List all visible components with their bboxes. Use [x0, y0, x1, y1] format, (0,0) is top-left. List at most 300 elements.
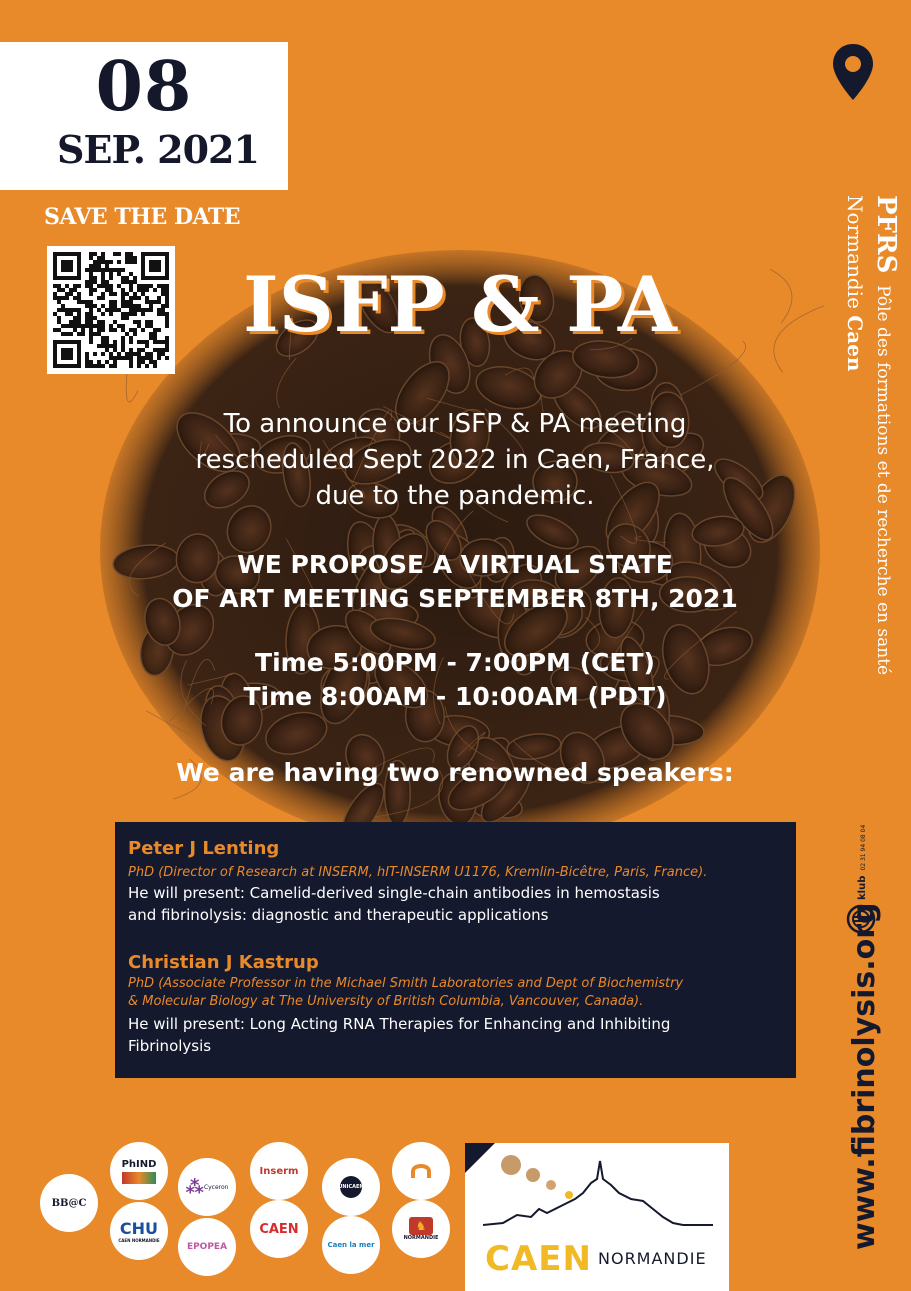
qr-module [89, 328, 93, 332]
qr-module [153, 360, 157, 364]
qr-module [145, 340, 149, 344]
caen-la-mer-label: Caen la mer [327, 1241, 375, 1249]
chu-logo [110, 1202, 168, 1260]
qr-module [137, 348, 141, 352]
qr-module [149, 308, 153, 312]
qr-module [97, 264, 101, 268]
qr-module [101, 276, 105, 280]
qr-module [57, 284, 61, 288]
qr-module [157, 296, 161, 300]
qr-module [157, 340, 161, 344]
qr-module [113, 356, 117, 360]
qr-module [109, 284, 113, 288]
qr-module [57, 300, 61, 304]
qr-module [97, 364, 101, 368]
event-title: ISFP & PA [243, 260, 677, 349]
qr-module [81, 324, 85, 328]
qr-module [77, 284, 81, 288]
qr-module [77, 332, 81, 336]
qr-module [165, 324, 169, 328]
qr-module [85, 324, 89, 328]
qr-module [141, 284, 145, 288]
qr-module [101, 340, 105, 344]
qr-module [89, 272, 93, 276]
qr-module [125, 260, 129, 264]
qr-module [57, 288, 61, 292]
qr-module [89, 324, 93, 328]
qr-module [89, 304, 93, 308]
qr-module [105, 280, 109, 284]
qr-module [93, 316, 97, 320]
qr-module [61, 288, 65, 292]
qr-module [85, 268, 89, 272]
qr-module [89, 252, 93, 256]
qr-module [101, 304, 105, 308]
qr-module [85, 300, 89, 304]
qr-module [113, 300, 117, 304]
qr-module [125, 356, 129, 360]
qr-module [133, 280, 137, 284]
qr-module [161, 304, 165, 308]
qr-module [129, 272, 133, 276]
qr-module [133, 292, 137, 296]
qr-module [85, 284, 89, 288]
qr-module [129, 328, 133, 332]
qr-module [85, 364, 89, 368]
qr-module [145, 344, 149, 348]
qr-module [145, 300, 149, 304]
qr-module [113, 268, 117, 272]
qr-module [61, 324, 65, 328]
qr-module [145, 356, 149, 360]
qr-module [133, 312, 137, 316]
qr-module [77, 320, 81, 324]
qr-module [145, 364, 149, 368]
qr-module [73, 324, 77, 328]
qr-module [125, 276, 129, 280]
qr-module [165, 300, 169, 304]
qr-module [161, 348, 165, 352]
qr-module [121, 276, 125, 280]
bbac-logo [40, 1174, 98, 1232]
qr-module [129, 356, 133, 360]
qr-module [117, 352, 121, 356]
qr-module [101, 292, 105, 296]
qr-module [137, 356, 141, 360]
qr-module [109, 304, 113, 308]
qr-module [61, 308, 65, 312]
qr-finder [61, 348, 73, 360]
qr-module [161, 284, 165, 288]
qr-module [109, 300, 113, 304]
qr-module [89, 268, 93, 272]
qr-module [165, 316, 169, 320]
cyceron-mark-icon: ⁂ [185, 1176, 204, 1198]
qr-module [101, 256, 105, 260]
qr-module [77, 300, 81, 304]
qr-module [165, 340, 169, 344]
qr-module [101, 324, 105, 328]
qr-module [145, 288, 149, 292]
qr-module [69, 324, 73, 328]
qr-module [153, 364, 157, 368]
qr-module [125, 252, 129, 256]
qr-module [145, 296, 149, 300]
qr-module [125, 292, 129, 296]
caen-a-logo [250, 1200, 308, 1258]
qr-module [145, 324, 149, 328]
qr-module [165, 356, 169, 360]
unicaen-logo [322, 1158, 380, 1216]
qr-module [157, 312, 161, 316]
qr-module [153, 336, 157, 340]
qr-module [133, 352, 137, 356]
qr-module [53, 292, 57, 296]
qr-module [157, 284, 161, 288]
normandie-wordmark: NORMANDIE [598, 1249, 707, 1268]
inserm-logo [250, 1142, 308, 1200]
qr-module [81, 328, 85, 332]
qr-module [77, 292, 81, 296]
qr-module [117, 272, 121, 276]
qr-module [141, 356, 145, 360]
qr-module [101, 284, 105, 288]
qr-module [129, 300, 133, 304]
speaker-1-talk-line-2: and fibrinolysis: diagnostic and therapeutic applications [128, 906, 549, 924]
qr-code[interactable] [47, 246, 175, 374]
qr-module [77, 316, 81, 320]
normandie-lions-icon: ♞ [409, 1217, 433, 1235]
qr-module [109, 308, 113, 312]
speaker-2-role-line-1: PhD (Associate Professor in the Michael Smith Laboratories and Dept of Biochemistry [128, 976, 684, 991]
qr-module [137, 288, 141, 292]
qr-module [141, 360, 145, 364]
qr-module [105, 308, 109, 312]
qr-module [97, 268, 101, 272]
phind-flag-graphic [122, 1172, 156, 1184]
qr-module [149, 356, 153, 360]
normandie-label: NORMANDIE [403, 1235, 439, 1241]
qr-module [165, 288, 169, 292]
announcement-line-3: due to the pandemic. [315, 481, 595, 511]
qr-module [121, 292, 125, 296]
qr-module [97, 284, 101, 288]
qr-module [121, 344, 125, 348]
qr-module [97, 360, 101, 364]
qr-module [109, 324, 113, 328]
qr-module [69, 308, 73, 312]
qr-module [89, 264, 93, 268]
qr-module [77, 312, 81, 316]
qr-module [93, 352, 97, 356]
speaker-1-role: PhD (Director of Research at INSERM, hIT-INSERM U1176, Kremlin-Bicêtre, Paris, France). [128, 865, 708, 880]
qr-module [85, 280, 89, 284]
qr-module [65, 312, 69, 316]
qr-module [129, 288, 133, 292]
website-link[interactable]: www.fibrinolysis.org [847, 902, 882, 1250]
qr-module [165, 320, 169, 324]
qr-module [81, 300, 85, 304]
qr-module [57, 296, 61, 300]
qr-module [69, 312, 73, 316]
qr-module [89, 292, 93, 296]
qr-module [113, 328, 117, 332]
qr-module [65, 292, 69, 296]
qr-module [109, 328, 113, 332]
time-cet: Time 5:00PM - 7:00PM (CET) [255, 648, 655, 677]
qr-module [133, 308, 137, 312]
qr-module [101, 320, 105, 324]
pfrs-label: PFRS [871, 195, 901, 274]
qr-module [85, 360, 89, 364]
mont-saint-michel-skyline [483, 1157, 713, 1237]
qr-module [141, 340, 145, 344]
qr-module [137, 320, 141, 324]
qr-module [129, 296, 133, 300]
qr-module [117, 284, 121, 288]
qr-module [73, 296, 77, 300]
epopea-label: EPOPEA [186, 1242, 228, 1252]
qr-module [137, 308, 141, 312]
qr-module [109, 260, 113, 264]
qr-module [85, 352, 89, 356]
qr-module [93, 304, 97, 308]
qr-module [157, 348, 161, 352]
klub-credit [850, 810, 870, 900]
qr-module [121, 296, 125, 300]
qr-module [129, 312, 133, 316]
qr-module [161, 292, 165, 296]
qr-module [105, 348, 109, 352]
bbac-label: BB@C [51, 1197, 87, 1209]
qr-module [97, 256, 101, 260]
qr-module [69, 320, 73, 324]
qr-module [129, 284, 133, 288]
date-day: 08 [95, 47, 193, 127]
qr-module [89, 336, 93, 340]
qr-module [133, 320, 137, 324]
qr-module [77, 296, 81, 300]
qr-module [157, 352, 161, 356]
qr-module [121, 268, 125, 272]
qr-module [109, 352, 113, 356]
qr-module [129, 364, 133, 368]
qr-module [61, 332, 65, 336]
qr-module [121, 348, 125, 352]
qr-module [89, 280, 93, 284]
qr-module [93, 332, 97, 336]
qr-module [69, 292, 73, 296]
qr-module [105, 264, 109, 268]
qr-module [113, 360, 117, 364]
qr-module [125, 300, 129, 304]
qr-module [109, 312, 113, 316]
save-the-date-label: SAVE THE DATE [44, 204, 241, 230]
qr-module [109, 292, 113, 296]
qr-module [113, 348, 117, 352]
qr-module [141, 348, 145, 352]
qr-module [121, 356, 125, 360]
qr-module [101, 352, 105, 356]
qr-module [165, 344, 169, 348]
qr-module [105, 260, 109, 264]
qr-module [89, 312, 93, 316]
qr-module [101, 272, 105, 276]
qr-module [97, 328, 101, 332]
qr-module [129, 308, 133, 312]
qr-module [113, 344, 117, 348]
qr-module [57, 316, 61, 320]
qr-module [129, 252, 133, 256]
qr-module [57, 328, 61, 332]
qr-module [141, 328, 145, 332]
qr-module [137, 352, 141, 356]
qr-module [121, 340, 125, 344]
qr-module [153, 348, 157, 352]
qr-module [97, 260, 101, 264]
cyceron-logo [178, 1158, 236, 1216]
qr-module [105, 336, 109, 340]
qr-module [117, 324, 121, 328]
qr-module [77, 324, 81, 328]
qr-module [109, 268, 113, 272]
qr-module [85, 356, 89, 360]
date-month-year: SEP. 2021 [57, 127, 259, 172]
qr-module [113, 252, 117, 256]
qr-module [133, 256, 137, 260]
qr-module [121, 328, 125, 332]
qr-module [161, 308, 165, 312]
qr-module [105, 344, 109, 348]
qr-module [145, 308, 149, 312]
qr-module [89, 316, 93, 320]
pfrs-block [810, 195, 901, 676]
qr-module [65, 296, 69, 300]
qr-module [73, 328, 77, 332]
qr-module [125, 280, 129, 284]
qr-module [53, 296, 57, 300]
qr-module [113, 308, 117, 312]
qr-module [141, 288, 145, 292]
qr-module [105, 360, 109, 364]
qr-module [153, 332, 157, 336]
qr-module [73, 308, 77, 312]
qr-module [97, 332, 101, 336]
caen-la-mer-logo [322, 1216, 380, 1274]
proposal-line-1: WE PROPOSE A VIRTUAL STATE [237, 550, 673, 579]
pfrs-description: Pôle des formations et de recherche en santé [873, 285, 893, 676]
qr-module [161, 288, 165, 292]
qr-module [101, 312, 105, 316]
qr-module [129, 352, 133, 356]
qr-module [89, 300, 93, 304]
chu-sub-label: CAEN NORMANDIE [118, 1238, 160, 1243]
phind-logo [110, 1142, 168, 1200]
qr-module [141, 308, 145, 312]
qr-module [137, 284, 141, 288]
qr-module [121, 312, 125, 316]
qr-module [165, 292, 169, 296]
qr-module [157, 356, 161, 360]
chu-label: CHU [119, 1219, 159, 1238]
qr-module [129, 336, 133, 340]
qr-module [165, 284, 169, 288]
speaker-1-name: Peter J Lenting [128, 838, 280, 859]
qr-module [89, 340, 93, 344]
qr-module [137, 360, 141, 364]
qr-module [145, 320, 149, 324]
qr-module [77, 308, 81, 312]
qr-module [73, 284, 77, 288]
qr-module [157, 308, 161, 312]
qr-module [101, 336, 105, 340]
qr-module [85, 312, 89, 316]
qr-module [109, 276, 113, 280]
qr-module [101, 296, 105, 300]
qr-module [133, 260, 137, 264]
qr-module [105, 340, 109, 344]
qr-module [93, 364, 97, 368]
qr-module [109, 272, 113, 276]
qr-module [113, 304, 117, 308]
qr-module [121, 304, 125, 308]
qr-module [165, 312, 169, 316]
qr-module [149, 300, 153, 304]
qr-module [137, 324, 141, 328]
qr-module [125, 316, 129, 320]
qr-module [129, 360, 133, 364]
qr-module [129, 340, 133, 344]
qr-module [85, 304, 89, 308]
qr-module [113, 292, 117, 296]
speakers-intro: We are having two renowned speakers: [176, 758, 734, 787]
qr-module [137, 364, 141, 368]
qr-module [153, 340, 157, 344]
qr-module [61, 296, 65, 300]
qr-module [109, 344, 113, 348]
qr-module [117, 252, 121, 256]
qr-module [89, 360, 93, 364]
qr-module [65, 308, 69, 312]
proposal-line-2: OF ART MEETING SEPTEMBER 8TH, 2021 [172, 584, 738, 613]
qr-module [109, 364, 113, 368]
qr-module [93, 288, 97, 292]
qr-module [73, 288, 77, 292]
qr-module [121, 288, 125, 292]
time-pdt: Time 8:00AM - 10:00AM (PDT) [243, 682, 667, 711]
klub-phone: 02 31 94 08 04 [860, 824, 867, 871]
qr-module [93, 260, 97, 264]
qr-module [137, 296, 141, 300]
speaker-2-name: Christian J Kastrup [128, 952, 319, 973]
qr-module [125, 312, 129, 316]
map-pin-icon [830, 42, 876, 102]
qr-module [129, 256, 133, 260]
qr-module [125, 352, 129, 356]
region-normandie-logo [392, 1142, 450, 1200]
qr-module [157, 328, 161, 332]
qr-module [149, 284, 153, 288]
qr-module [117, 268, 121, 272]
caen-normandie-logo [465, 1143, 729, 1291]
caen-wordmark: CAEN [485, 1239, 592, 1279]
qr-module [149, 332, 153, 336]
qr-module [153, 300, 157, 304]
qr-module [113, 320, 117, 324]
speaker-2-role-line-2: & Molecular Biology at The University of British Columbia, Vancouver, Canada). [128, 994, 644, 1009]
qr-module [141, 292, 145, 296]
qr-module [149, 324, 153, 328]
